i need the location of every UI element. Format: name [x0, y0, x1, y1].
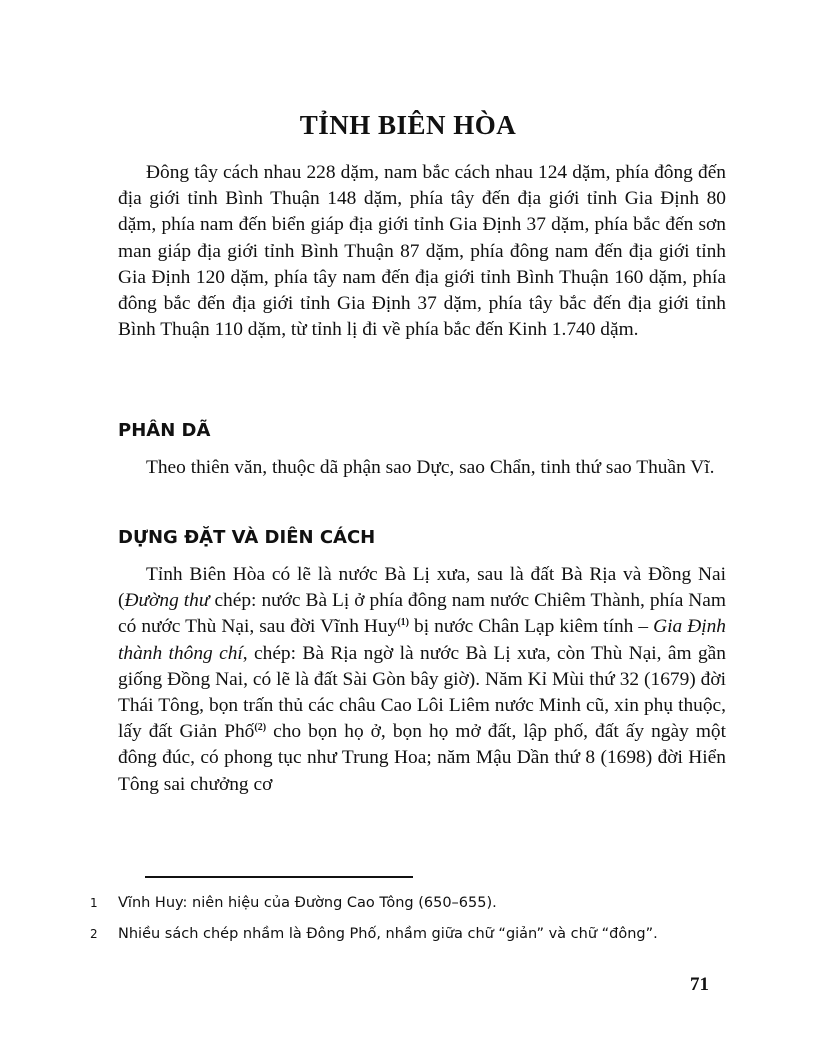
page-title: TỈNH BIÊN HÒA	[299, 110, 517, 140]
phan-da-paragraph: Theo thiên văn, thuộc dã phận sao Dực, sao Chẩn, tinh thứ sao Thuần Vĩ.	[146, 457, 715, 478]
footnote-divider	[145, 876, 413, 878]
text-run: cho bọn họ ở, bọn họ mở đất, lập phố, đất ấy ngày một đông đúc, có phong tục như Trung Hoa; năm Mậu Dần thứ 8 (1698) đời Hiển Tông sai chưởng cơ	[118, 721, 727, 795]
dung-dat-paragraph	[118, 562, 726, 798]
footnote-ref-1: (1)	[397, 617, 409, 629]
footnote-2	[90, 924, 730, 944]
footnote-number: 1	[90, 896, 98, 910]
text-run: bị nước Chân Lạp kiêm tính –	[409, 616, 654, 638]
italic-title-gia-dinh: Gia Định thành thông chí	[118, 616, 727, 664]
text-run: chép: nước Bà Lị ở phía đông nam nước Chiêm Thành, phía Nam có nước Thù Nại, sau đời Vĩnh Huy	[118, 590, 726, 638]
italic-title-duong-thu: Đường thư	[124, 590, 210, 612]
footnote-number: 2	[90, 927, 98, 941]
page-number: 71	[690, 974, 709, 995]
section-heading-phan-da: PHÂN DÃ	[118, 420, 211, 441]
footnote-text: Nhiều sách chép nhầm là Đông Phố, nhầm giữa chữ “giản” và chữ “đông”.	[118, 926, 658, 942]
footnote-text: Vĩnh Huy: niên hiệu của Đường Cao Tông (650–655).	[118, 895, 497, 911]
intro-paragraph: Đông tây cách nhau 228 dặm, nam bắc cách nhau 124 dặm, phía đông đến địa giới tỉnh Bình Thuận 148 dặm, phía tây đến địa giới tỉnh Gia Định 80 dặm, phía nam đến biển giáp địa giới tỉnh Gia Định 37 dặm, phía bắc đến sơn man giáp địa giới tỉnh Bình Thuận 87 dặm, phía đông nam đến địa giới tỉnh Gia Định 120 dặm, phía tây nam đến địa giới tỉnh Bình Thuận 160 dặm, phía đông bắc đến địa giới tỉnh Gia Định 37 dặm, phía tây bắc đến địa giới tỉnh Bình Thuận 110 dặm, từ tỉnh lị đi về phía bắc đến Kinh 1.740 dặm.	[118, 162, 726, 341]
section-heading-dung-dat: DỰNG ĐẶT VÀ DIÊN CÁCH	[118, 527, 376, 548]
footnote-1	[90, 893, 730, 913]
text-run: Tỉnh Biên Hòa có lẽ là nước Bà Lị xưa, sau là đất Bà Rịa và Đồng Nai (	[118, 564, 726, 612]
footnote-ref-2: (2)	[254, 722, 267, 734]
text-run: , chép: Bà Rịa ngờ là nước Bà Lị xưa, còn Thù Nại, âm gần giống Đồng Nai, có lẽ là đất Sài Gòn bây giờ). Năm Kỉ Mùi thứ 32 (1679) đời Thái Tông, bọn trấn thủ các châu Cao Lôi Liêm nước Minh cũ, xin phụ thuộc, lấy đất Giản Phố	[118, 642, 726, 743]
